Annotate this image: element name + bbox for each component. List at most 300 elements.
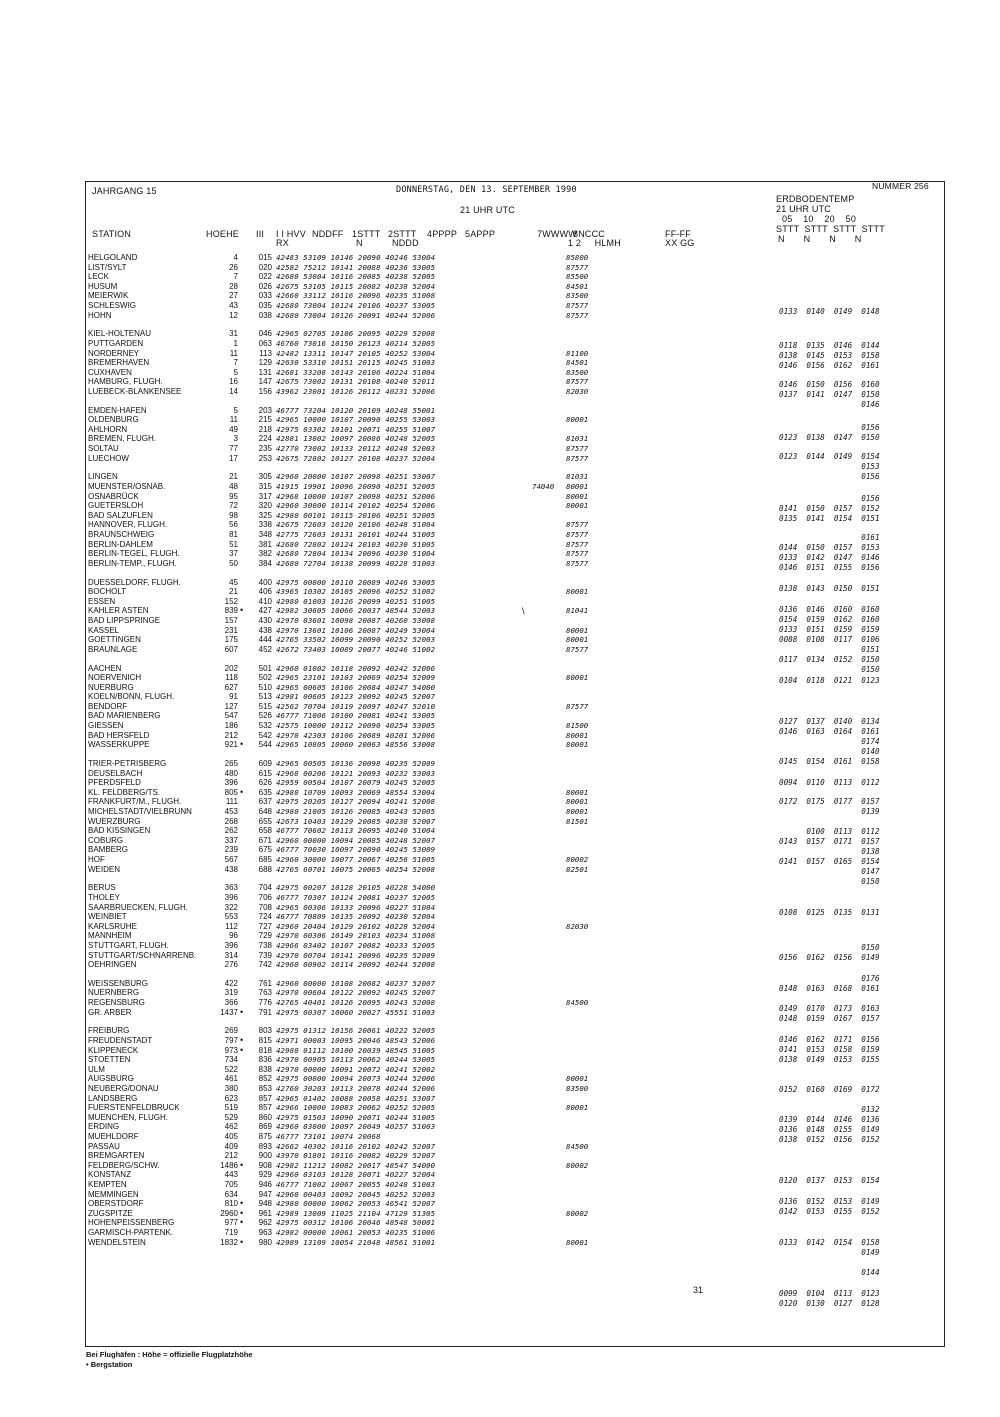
station-name: BAD MARIENBERG <box>88 711 161 721</box>
synop-groups: 42975 00207 10128 20105 40228 54000 <box>276 883 436 893</box>
cloud-group: 82030 <box>566 921 589 931</box>
station-height: 98 <box>229 510 238 520</box>
station-height: 231 <box>224 625 238 635</box>
footer-note-mountain: • Bergstation <box>86 1360 133 1369</box>
soil-temp-values: 0156 <box>779 423 880 432</box>
station-name: COBURG <box>88 835 124 845</box>
station-name: SOLTAU <box>88 444 119 454</box>
station-id: 738 <box>258 940 272 950</box>
synop-groups: 46777 70307 10124 20081 40237 52005 <box>276 892 436 902</box>
station-name: LINGEN <box>88 472 118 482</box>
station-name: ESSEN <box>88 596 116 606</box>
synop-groups: 42960 20404 10129 20102 40228 52004 <box>276 921 436 931</box>
soil-temp-values: 0140 <box>779 747 880 756</box>
soil-depths: 05 10 20 50 <box>782 214 857 224</box>
synop-groups: 42980 00101 10115 20106 40251 52005 <box>276 510 436 520</box>
col-5appp: 5APPP <box>465 229 496 239</box>
station-id: 948 <box>258 1199 272 1209</box>
station-id: 427 <box>258 606 272 616</box>
col-1sttt: 1STTT <box>352 229 381 239</box>
station-id: 325 <box>258 510 272 520</box>
synop-groups: 42980 01112 10100 20039 48545 51005 <box>276 1045 436 1055</box>
station-id: 515 <box>258 701 272 711</box>
station-name: OLDENBURG <box>88 415 139 425</box>
soil-temp-values: 0156 <box>779 494 880 503</box>
station-name: HELGOLAND <box>88 253 138 262</box>
station-id: 893 <box>258 1141 272 1151</box>
cloud-group: 80001 <box>566 635 589 645</box>
station-id: 739 <box>258 950 272 960</box>
station-id: 704 <box>258 883 272 893</box>
station-name: GIESSEN <box>88 721 124 731</box>
station-id: 438 <box>258 625 272 635</box>
station-height: 553 <box>224 912 238 922</box>
station-id: 615 <box>258 768 272 778</box>
station-height: 396 <box>224 892 238 902</box>
station-id: 688 <box>258 864 272 874</box>
station-id: 444 <box>258 635 272 645</box>
synop-groups: 42960 30000 10114 20102 40254 52006 <box>276 501 436 511</box>
station-name: HOHENPEISSENBERG <box>88 1218 175 1228</box>
soil-temp-values: 0146 0150 0156 0160 <box>779 380 880 389</box>
col-nnnn: N N N N <box>778 234 862 244</box>
table-row <box>88 1065 938 1075</box>
station-id: 648 <box>258 807 272 816</box>
soil-temp-values: 0135 0141 0154 0151 <box>779 514 880 523</box>
station-id: 513 <box>258 692 272 702</box>
station-height: 48 <box>229 482 238 492</box>
synop-groups: 42970 00604 10122 20092 40245 52007 <box>276 988 436 998</box>
soil-temp-values: 0127 0137 0140 0134 <box>779 717 880 726</box>
col-hlmh: 1 2 HLMH <box>568 238 621 248</box>
synop-groups: 42971 00003 10095 20046 48543 52006 <box>276 1036 436 1046</box>
station-height: 21 <box>229 587 238 597</box>
synop-groups: 42989 13009 11025 21104 47129 51305 <box>276 1208 436 1218</box>
station-id: 452 <box>258 644 272 654</box>
soil-temp-time: 21 UHR UTC <box>776 204 832 214</box>
station-name: STOETTEN <box>88 1055 131 1065</box>
soil-temp-values: 0108 0125 0135 0131 <box>779 908 880 917</box>
station-height: 607 <box>224 644 238 654</box>
station-id: 381 <box>258 539 272 549</box>
station-id: 305 <box>258 472 272 482</box>
station-height: 973 <box>224 1045 238 1055</box>
cloud-group: 74040 <box>532 482 555 492</box>
col-rx: RX <box>276 238 289 248</box>
synop-groups: 42662 40302 10116 20102 40242 52007 <box>276 1141 436 1151</box>
station-height: 2960 <box>220 1208 238 1218</box>
synop-groups: 42675 72802 10127 20108 40237 52004 <box>276 453 436 463</box>
station-id: 203 <box>258 405 272 415</box>
synop-groups: 42675 73002 10131 20108 40240 52011 <box>276 377 436 387</box>
station-id: 961 <box>258 1208 272 1218</box>
synop-groups: 42965 00306 10133 20096 40227 51004 <box>276 902 436 912</box>
station-height: 152 <box>224 596 238 606</box>
station-id: 852 <box>258 1074 272 1084</box>
station-name: LANDSBERG <box>88 1093 138 1103</box>
cloud-group: 87577 <box>566 701 589 711</box>
station-name: MUENSTER/OSNAB. <box>88 482 166 492</box>
station-id: 761 <box>258 978 272 988</box>
cloud-group: 80001 <box>566 730 589 740</box>
station-height: 409 <box>224 1141 238 1151</box>
table-row <box>88 922 938 932</box>
station-name: AUGSBURG <box>88 1074 134 1084</box>
station-id: 502 <box>258 673 272 683</box>
synop-groups: 46777 71006 10100 20081 40241 53005 <box>276 711 436 721</box>
station-height: 17 <box>229 453 238 463</box>
station-id: 218 <box>258 424 272 434</box>
station-id: 708 <box>258 902 272 912</box>
table-row <box>88 482 938 492</box>
station-height: 921 <box>224 740 238 750</box>
station-name: PFERDSFELD <box>88 778 141 788</box>
station-name: BERLIN-TEMP., FLUGH. <box>88 558 177 568</box>
synop-groups: 42965 10000 10107 20090 40255 53003 <box>276 415 436 425</box>
station-id: 020 <box>258 262 272 272</box>
synop-groups: 42980 21005 10126 20085 40243 52005 <box>276 807 436 816</box>
soil-temp-values: 0138 0152 0156 0152 <box>779 1135 880 1144</box>
table-row <box>88 272 938 282</box>
synop-groups: 42970 13601 10106 20087 40249 53004 <box>276 625 436 635</box>
station-id: 869 <box>258 1122 272 1132</box>
cloud-group: 81501 <box>566 816 589 826</box>
cloud-group: 80002 <box>566 1160 589 1170</box>
station-height: 111 <box>225 797 238 807</box>
station-name: PUTTGARDEN <box>88 338 144 348</box>
station-id: 215 <box>258 415 272 425</box>
cloud-group: 87577 <box>566 530 589 539</box>
synop-groups: 42482 13311 10147 20105 40252 53004 <box>276 348 436 358</box>
station-height: 567 <box>224 854 238 864</box>
station-height: 268 <box>224 816 238 826</box>
station-name: CUXHAVEN <box>88 367 132 377</box>
soil-temp-values: 0151 <box>779 645 880 654</box>
synop-groups: 42970 00306 10149 20103 40234 51008 <box>276 931 436 941</box>
station-height: 21 <box>229 472 238 482</box>
synop-groups: 42562 70704 10119 20097 40247 52010 <box>276 701 436 711</box>
synop-groups: 42965 23101 10103 20069 40254 52009 <box>276 673 436 683</box>
station-name: GARMISCH-PARTENK. <box>88 1227 174 1237</box>
station-height: 51 <box>229 539 238 549</box>
station-id: 637 <box>258 797 272 807</box>
station-name: LUEBECK-BLANKENSEE <box>88 386 182 396</box>
synop-groups: 42680 72704 10138 20099 40228 51003 <box>276 558 436 568</box>
synop-groups: 42975 01503 10090 20071 40244 51005 <box>276 1112 436 1122</box>
station-height: 5 <box>233 405 238 415</box>
station-height: 45 <box>229 577 238 587</box>
synop-groups: 42680 73004 10124 20106 40237 53005 <box>276 300 436 310</box>
soil-temp-values: 0156 0162 0156 0149 <box>779 953 880 962</box>
cloud-group: 84501 <box>566 281 589 291</box>
station-name: MEMMINGEN <box>88 1189 139 1199</box>
station-id: 900 <box>258 1151 272 1161</box>
station-id: 857 <box>258 1103 272 1113</box>
cloud-group: 83500 <box>566 291 589 301</box>
table-row <box>88 263 938 273</box>
synop-groups: 42975 01312 10156 20061 40222 52005 <box>276 1026 436 1036</box>
station-id: 671 <box>258 835 272 845</box>
station-id: 026 <box>258 281 272 291</box>
station-id: 501 <box>258 663 272 673</box>
station-name: KASSEL <box>88 625 120 635</box>
station-height: 7 <box>233 358 238 368</box>
station-id: 803 <box>258 1026 272 1036</box>
station-height: 322 <box>224 902 238 912</box>
synop-groups: 43965 10302 10105 20096 40252 51002 <box>276 587 436 597</box>
table-row <box>88 893 938 903</box>
station-height: 72 <box>229 501 238 511</box>
station-name: FREUDENSTADT <box>88 1036 153 1046</box>
station-name: TRIER-PETRISBERG <box>88 759 167 769</box>
col-8nccc: 8NCCC <box>573 229 606 239</box>
synop-groups: 42765 33502 10099 20090 40252 52003 <box>276 635 436 645</box>
col-nddd: NDDD <box>392 238 419 248</box>
station-height: 1437 <box>220 1007 238 1017</box>
soil-temp-values: 0146 <box>779 400 880 409</box>
station-id: 962 <box>258 1218 272 1228</box>
soil-temp-values: 0141 0153 0158 0159 <box>779 1045 880 1054</box>
station-height: 438 <box>224 864 238 874</box>
synop-groups: 42980 01003 10126 20099 40251 51005 <box>276 596 436 606</box>
synop-groups: 42968 00206 10121 20093 40232 53003 <box>276 768 436 778</box>
station-name: BOCHOLT <box>88 587 127 597</box>
station-height: 627 <box>224 682 238 692</box>
col-ffff: FF-FF <box>665 229 691 239</box>
synop-groups: 41915 19901 10096 20090 40251 52005 <box>276 482 436 492</box>
station-name: WEISSENBURG <box>88 978 149 988</box>
cloud-group: 80001 <box>566 1074 589 1084</box>
table-row <box>88 1151 938 1161</box>
station-height: 11 <box>229 348 238 358</box>
station-name: KAHLER ASTEN <box>88 606 149 616</box>
station-height: 480 <box>224 768 238 778</box>
station-name: KOELN/BONN, FLUGH. <box>88 692 175 702</box>
cloud-group: 80001 <box>566 625 589 635</box>
cloud-group: 82501 <box>566 864 589 874</box>
table-row <box>88 788 938 798</box>
synop-groups: 42960 03103 10128 20071 40227 52004 <box>276 1170 436 1180</box>
synop-groups: 46777 73101 10074 20068 <box>276 1131 381 1141</box>
station-id: 526 <box>258 711 272 721</box>
synop-groups: 46777 70809 10135 20092 40230 52004 <box>276 912 436 922</box>
station-height: 3 <box>233 434 238 444</box>
station-name: WEIDEN <box>88 864 120 874</box>
station-id: 224 <box>258 434 272 444</box>
mountain-flag: • <box>240 1035 244 1046</box>
mountain-flag: • <box>240 1006 244 1017</box>
synop-groups: 43962 23001 10126 20112 40231 52006 <box>276 386 436 396</box>
station-height: 396 <box>224 778 238 788</box>
station-name: LECK <box>88 272 109 282</box>
station-height: 363 <box>224 883 238 893</box>
station-name: HANNOVER, FLUGH. <box>88 520 168 530</box>
station-name: HOHN <box>88 310 112 320</box>
station-name: BREMERHAVEN <box>88 358 150 368</box>
cloud-group: 84501 <box>566 358 589 368</box>
station-name: HUSUM <box>88 281 118 291</box>
soil-temp-values: 0094 0110 0113 0112 <box>779 778 880 787</box>
synop-groups: 42675 53105 10115 20082 40238 52004 <box>276 281 436 291</box>
station-id: 860 <box>258 1112 272 1122</box>
table-row <box>88 253 938 263</box>
station-name: WEINBIET <box>88 912 127 922</box>
soil-temp-values: 0120 0137 0153 0154 <box>779 1176 880 1185</box>
station-height: 1 <box>233 338 238 348</box>
station-height: 443 <box>224 1170 238 1180</box>
station-height: 212 <box>224 1151 238 1161</box>
col-hoehe: HOEHE <box>206 229 240 239</box>
table-row <box>88 329 938 339</box>
cloud-group: 80001 <box>566 1103 589 1113</box>
station-id: 400 <box>258 577 272 587</box>
station-height: 547 <box>224 711 238 721</box>
synop-groups: 42960 00902 10114 20092 40244 52008 <box>276 960 436 970</box>
synop-groups: 42765 40401 10126 20095 40243 52008 <box>276 998 436 1008</box>
station-height: 337 <box>224 835 238 845</box>
station-height: 157 <box>224 615 238 625</box>
station-name: SCHLESWIG <box>88 300 137 310</box>
col-station: STATION <box>92 229 132 239</box>
synop-groups: 42960 00403 10092 20045 40252 52003 <box>276 1189 436 1199</box>
synop-groups: 42575 10000 10112 20090 40254 53005 <box>276 721 436 731</box>
synop-groups: 46777 70030 10097 20090 40245 53009 <box>276 845 436 855</box>
station-name: MANNHEIM <box>88 931 132 941</box>
station-height: 212 <box>224 730 238 740</box>
cloud-group: 87577 <box>566 539 589 549</box>
station-height: 27 <box>229 291 238 301</box>
station-name: GR. ARBER <box>88 1007 132 1017</box>
station-height: 239 <box>224 845 238 855</box>
soil-temp-values: 0161 <box>779 533 880 542</box>
station-name: MUEHLDORF <box>88 1131 139 1141</box>
soil-temp-values: 0123 0138 0147 0150 <box>779 433 880 442</box>
soil-temp-values: 0146 0162 0171 0156 <box>779 1035 880 1044</box>
soil-temp-values: 0156 <box>779 472 880 481</box>
station-name: KL. FELDBERG/TS. <box>88 787 161 797</box>
cloud-group: 87577 <box>566 310 589 320</box>
cloud-group: 87577 <box>566 262 589 272</box>
soil-temp-values: 0137 0141 0147 0150 <box>779 390 880 399</box>
station-height: 96 <box>229 931 238 941</box>
mountain-flag: • <box>240 1236 244 1247</box>
col-ihvv: I I HVV <box>276 229 306 239</box>
synop-groups: 42981 00605 10123 20092 40245 52007 <box>276 692 436 702</box>
station-name: NOERVENICH <box>88 673 142 683</box>
station-id: 430 <box>258 615 272 625</box>
synop-groups: 42675 72603 10120 20106 40248 51004 <box>276 520 436 530</box>
station-id: 838 <box>258 1064 272 1074</box>
col-iii: III <box>256 229 265 239</box>
station-name: BAD LIPPSPRINGE <box>88 615 161 625</box>
station-height: 7 <box>233 272 238 282</box>
observation-time: 21 UHR UTC <box>460 205 516 215</box>
synop-groups: 42968 10000 10107 20098 40251 52006 <box>276 491 436 501</box>
synop-groups: 42970 03601 10098 20087 40260 53008 <box>276 615 436 625</box>
soil-temp-values: 0148 0163 0168 0161 <box>779 984 880 993</box>
station-name: AHLHORN <box>88 424 128 434</box>
cloud-group: 81100 <box>566 348 589 358</box>
soil-temp-values: 0104 0118 0121 0123 <box>779 676 880 685</box>
station-name: BENDORF <box>88 701 128 711</box>
station-id: 510 <box>258 682 272 692</box>
soil-temp-values: 0136 0148 0155 0149 <box>779 1125 880 1134</box>
station-height: 112 <box>225 921 238 931</box>
station-id: 946 <box>258 1179 272 1189</box>
station-name: BAD HERSFELD <box>88 730 150 740</box>
synop-groups: 42965 01402 10088 20058 40251 53007 <box>276 1093 436 1103</box>
station-name: HOF <box>88 854 105 864</box>
cloud-group: 87577 <box>566 453 589 463</box>
synop-groups: 42672 73403 10089 20077 40246 51002 <box>276 644 436 654</box>
station-name: WUERZBURG <box>88 816 141 826</box>
soil-temp-values: 0176 <box>779 974 880 983</box>
cloud-group: 85800 <box>566 253 589 262</box>
soil-temp-values: 0099 0104 0113 0123 <box>779 1289 880 1298</box>
station-name: BAMBERG <box>88 845 129 855</box>
soil-temp-values: 0145 0154 0161 0158 <box>779 757 880 766</box>
station-height: 519 <box>224 1103 238 1113</box>
synop-groups: 42770 73002 10133 20112 40248 52003 <box>276 444 436 454</box>
soil-temp-values: 0133 0140 0149 0148 <box>779 307 880 316</box>
cloud-group: 80001 <box>566 787 589 797</box>
report-date: DONNERSTAG, DEN 13. SEPTEMBER 1990 <box>396 185 577 195</box>
mountain-flag: • <box>240 1207 244 1218</box>
station-height: 366 <box>224 998 238 1008</box>
station-id: 406 <box>258 587 272 597</box>
soil-temp-values: 0149 <box>779 1248 880 1257</box>
synop-groups: 42960 30000 10077 20067 40256 51005 <box>276 854 436 864</box>
station-id: 836 <box>258 1055 272 1065</box>
synop-groups: 42980 00000 10062 20053 46541 52007 <box>276 1199 436 1209</box>
station-id: 857 <box>258 1093 272 1103</box>
station-name: NEUBERG/DONAU <box>88 1084 159 1093</box>
synop-groups: 42980 10709 10093 20069 48554 53004 <box>276 787 436 797</box>
station-name: FELDBERG/SCHW. <box>88 1160 160 1170</box>
synop-groups: 42680 73004 10126 20091 40244 52006 <box>276 310 436 320</box>
station-name: NORDERNEY <box>88 348 140 358</box>
station-height: 839 <box>224 606 238 616</box>
soil-temp-values: 0147 <box>779 867 880 876</box>
jahrgang-label: JAHRGANG 15 <box>92 186 157 196</box>
cloud-group: 83500 <box>566 1084 589 1093</box>
soil-temp-values: 0144 0150 0157 0153 <box>779 543 880 552</box>
synop-groups: 42582 75212 10141 20088 40236 53005 <box>276 262 436 272</box>
station-height: 319 <box>224 988 238 998</box>
station-id: 658 <box>258 826 272 836</box>
station-id: 815 <box>258 1036 272 1046</box>
mountain-flag: • <box>240 605 244 616</box>
station-height: 705 <box>224 1179 238 1189</box>
col-4pppp: 4PPPP <box>427 229 458 239</box>
soil-temp-values: 0172 0175 0177 0157 <box>779 797 880 806</box>
cloud-group: 81500 <box>566 721 589 731</box>
soil-temp-values: 0150 <box>779 943 880 952</box>
station-id: 235 <box>258 444 272 454</box>
station-height: 405 <box>224 1131 238 1141</box>
station-id: 348 <box>258 530 272 539</box>
table-row <box>88 1218 938 1228</box>
mountain-flag: • <box>240 1159 244 1170</box>
soil-temp-values: 0148 0159 0167 0157 <box>779 1014 880 1023</box>
cloud-group: 81041 <box>566 606 589 616</box>
station-name: ERDING <box>88 1122 120 1132</box>
station-id: 675 <box>258 845 272 855</box>
cloud-group: 80001 <box>566 807 589 816</box>
mountain-flag: • <box>240 1217 244 1228</box>
col-n: N <box>356 238 363 248</box>
synop-groups: 42673 10403 10129 20085 40238 52007 <box>276 816 436 826</box>
